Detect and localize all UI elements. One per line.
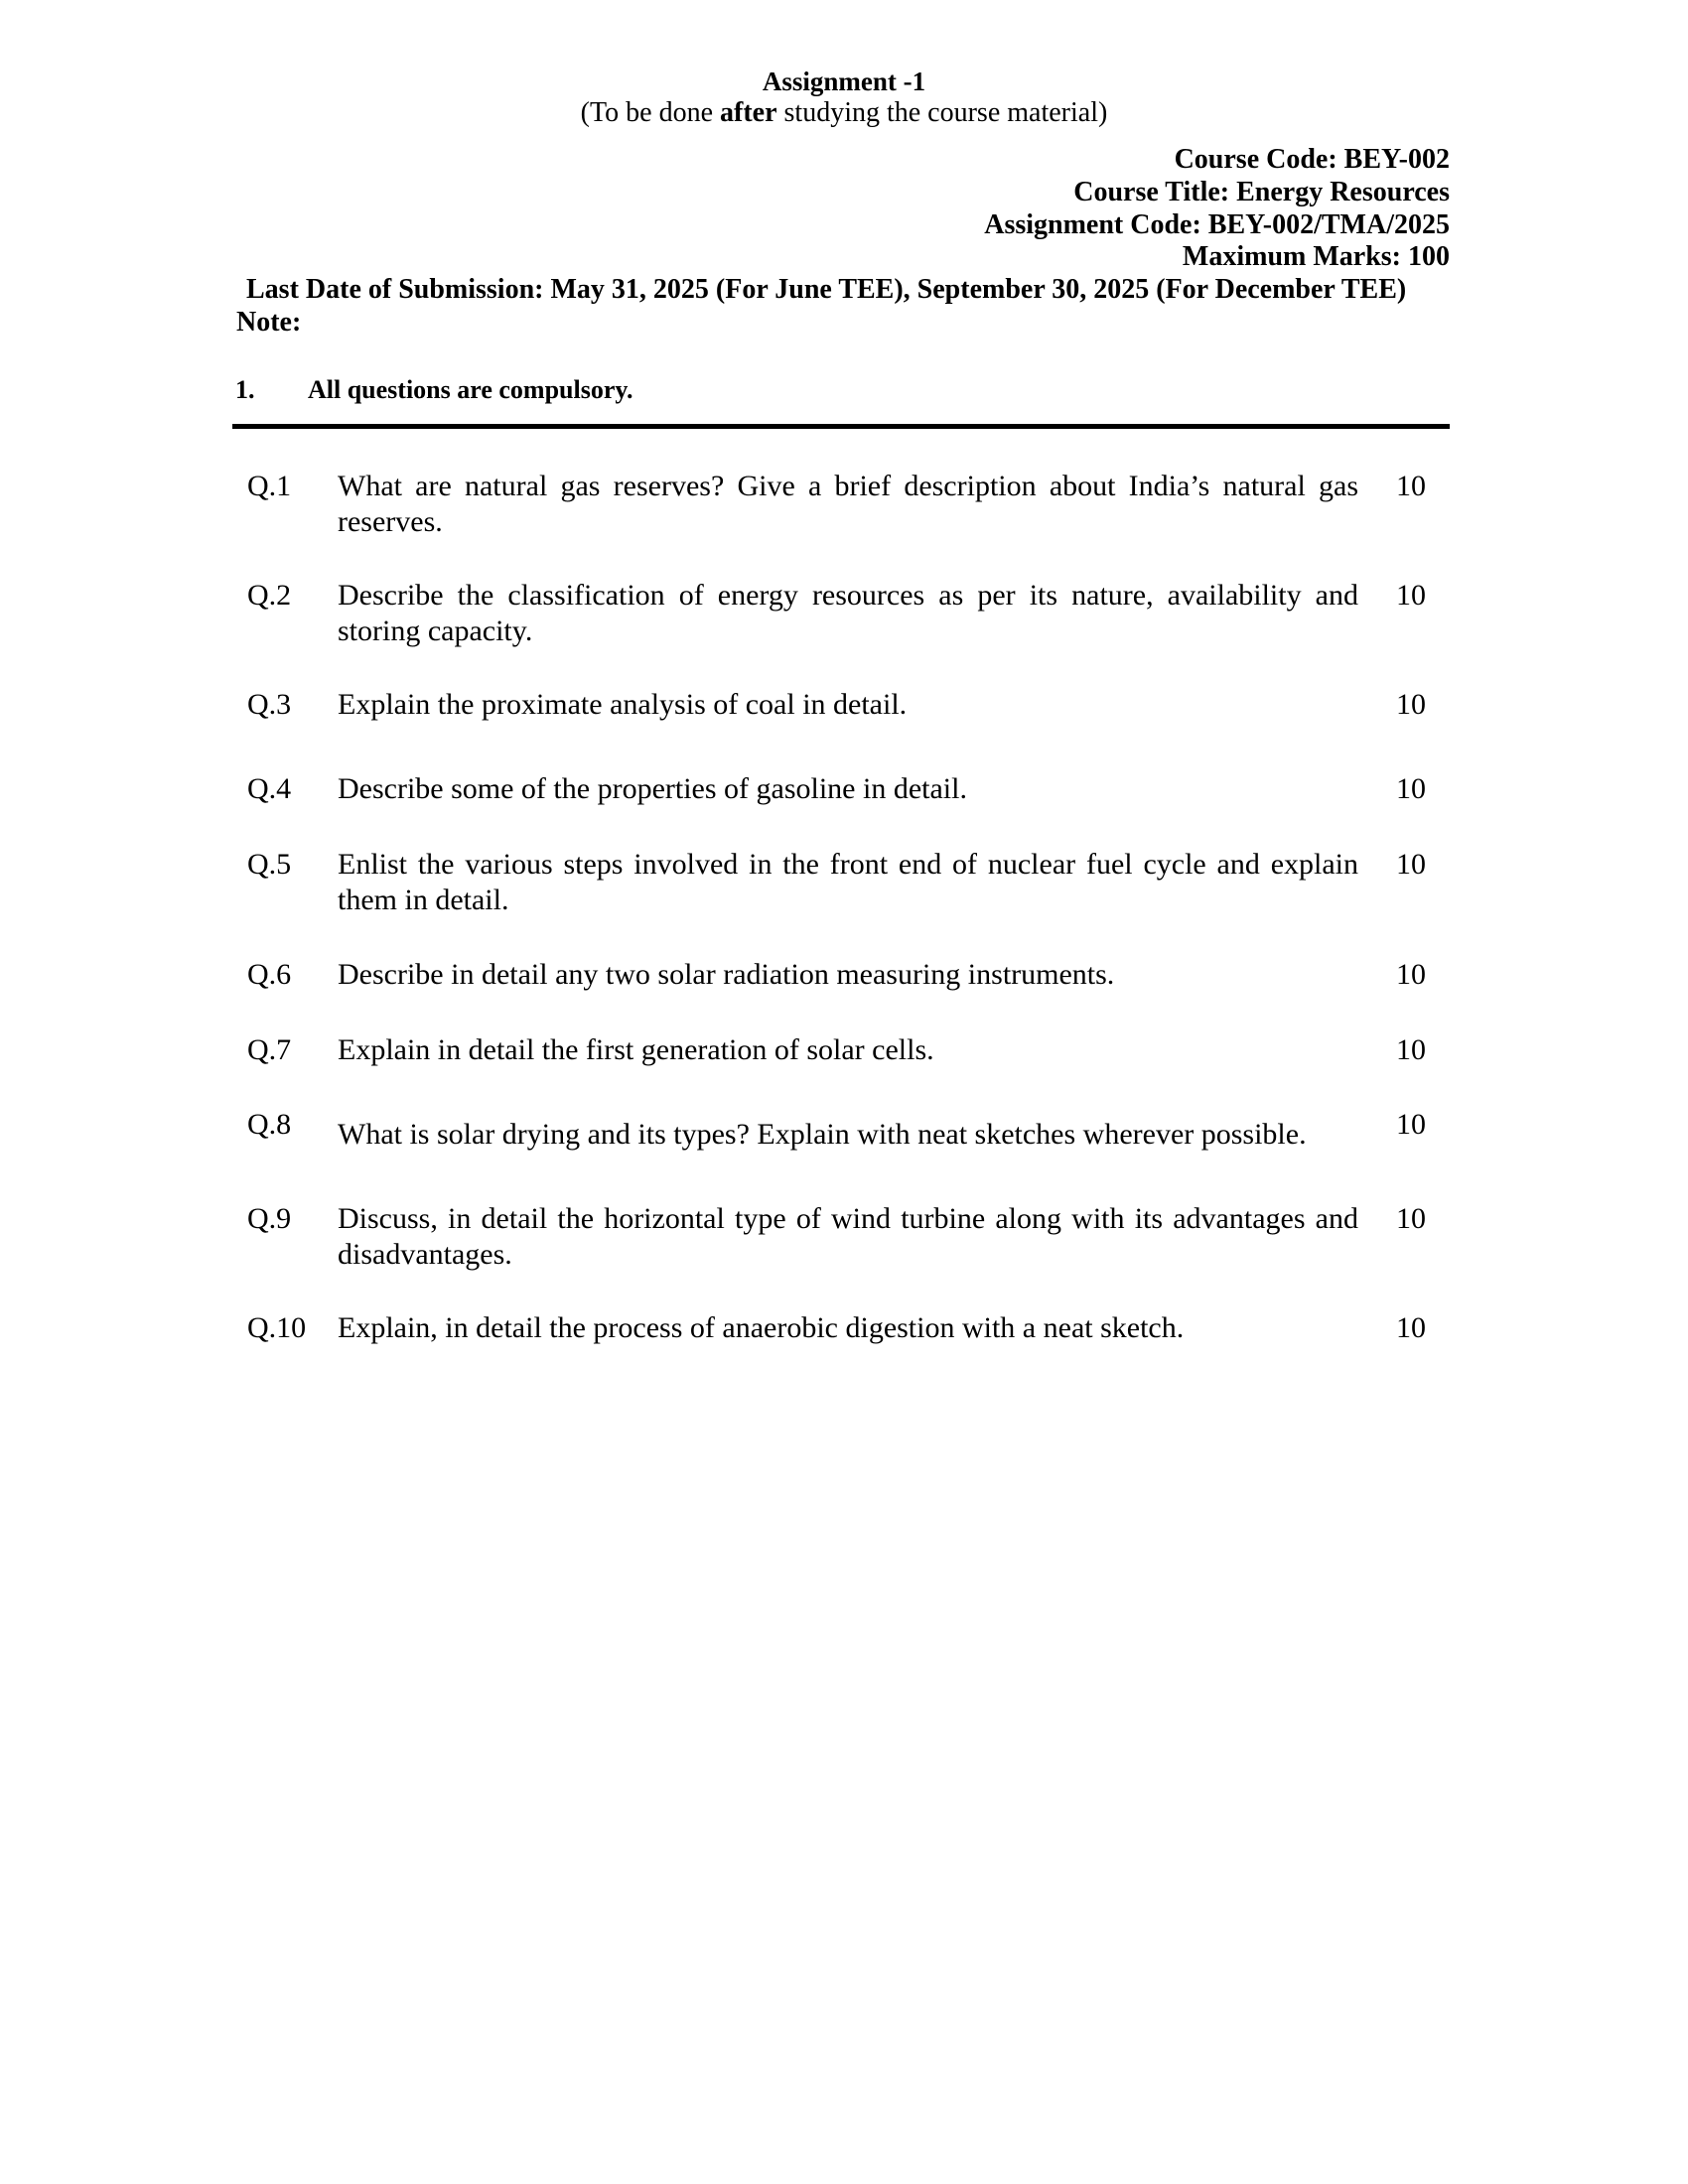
question-row	[247, 578, 1450, 649]
question-text: Explain in detail the first generation of solar cells.	[338, 1033, 934, 1066]
question-text: Explain, in detail the process of anaerobic digestion with a neat sketch.	[338, 1311, 1185, 1344]
note-label: Note:	[236, 307, 302, 338]
subtitle-emphasis: after	[720, 97, 777, 128]
question-number: Q.10	[247, 1311, 307, 1344]
instruction-text: All questions are compulsory.	[308, 375, 633, 404]
question-text: What is solar drying and its types? Explain with neat sketches wherever possible.	[338, 1118, 1307, 1151]
instruction-number: 1.	[235, 375, 255, 404]
question-text: Discuss, in detail the horizontal type of wind turbine along with its advantages and disadvantages.	[338, 1202, 1358, 1271]
question-row	[247, 469, 1450, 540]
course-title: Course Title: Energy Resources	[1073, 177, 1450, 207]
maximum-marks: Maximum Marks: 100	[1182, 241, 1450, 272]
subtitle-suffix: studying the course material)	[776, 97, 1108, 128]
question-row	[247, 1201, 1450, 1273]
assignment-subtitle	[0, 97, 1688, 129]
question-number: Q.9	[247, 1202, 292, 1235]
question-row	[247, 957, 1450, 993]
question-number: Q.1	[247, 470, 292, 502]
assignment-title: Assignment -1	[762, 67, 926, 96]
question-number: Q.3	[247, 688, 292, 721]
question-text: Enlist the various steps involved in the front end of nuclear fuel cycle and explain them in detail.	[338, 848, 1358, 916]
question-number: Q.8	[247, 1108, 292, 1141]
question-marks: 10	[1396, 688, 1426, 721]
question-number: Q.5	[247, 848, 292, 881]
question-text: Describe in detail any two solar radiation measuring instruments.	[338, 958, 1115, 991]
subtitle-prefix: (To be done	[580, 97, 720, 128]
question-marks: 10	[1396, 772, 1426, 805]
question-row	[247, 1108, 1450, 1153]
assignment-code: Assignment Code: BEY-002/TMA/2025	[984, 209, 1450, 240]
question-row	[247, 1310, 1450, 1346]
question-text: Explain the proximate analysis of coal in detail.	[338, 688, 908, 721]
question-marks: 10	[1396, 1202, 1426, 1235]
divider-rule	[232, 424, 1450, 429]
question-row	[247, 687, 1450, 723]
question-marks: 10	[1396, 1108, 1426, 1141]
question-row	[247, 771, 1450, 807]
question-marks: 10	[1396, 1311, 1426, 1344]
question-number: Q.7	[247, 1033, 292, 1066]
question-text: What are natural gas reserves? Give a brief description about India’s natural gas reserves.	[338, 470, 1358, 538]
question-marks: 10	[1396, 579, 1426, 612]
question-text: Describe the classification of energy resources as per its nature, availability and storing capacity.	[338, 579, 1358, 647]
question-list	[247, 469, 1450, 1346]
submission-deadline: Last Date of Submission: May 31, 2025 (For June TEE), September 30, 2025 (For December TEE)	[246, 274, 1407, 305]
question-marks: 10	[1396, 958, 1426, 991]
question-number: Q.6	[247, 958, 292, 991]
question-marks: 10	[1396, 1033, 1426, 1066]
question-number: Q.4	[247, 772, 292, 805]
question-marks: 10	[1396, 848, 1426, 881]
course-code: Course Code: BEY-002	[1174, 144, 1450, 175]
question-row	[247, 847, 1450, 918]
question-number: Q.2	[247, 579, 292, 612]
question-text: Describe some of the properties of gasoline in detail.	[338, 772, 967, 805]
question-row	[247, 1032, 1450, 1068]
question-marks: 10	[1396, 470, 1426, 502]
